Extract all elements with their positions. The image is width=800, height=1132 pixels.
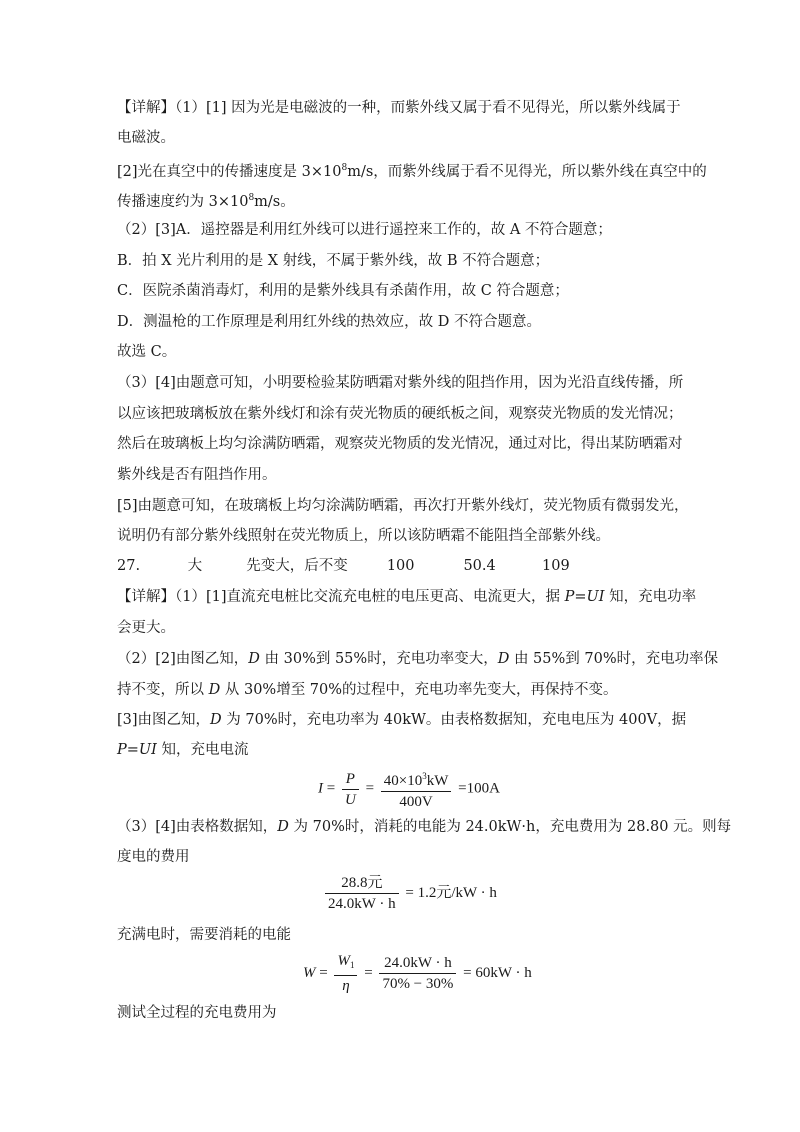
equation-current: I = $\frac{P}{U}$ = $\frac{40\times 10^3kW}{400V}$ =100A <box>318 766 500 812</box>
detail-line-25: 充满电时，需要消耗的电能 <box>117 927 291 943</box>
equation-unit-price: $\frac{\text{28.8元}}{24.0kW \cdot h}$ = 1.2元/kW · h <box>322 873 497 914</box>
detail-line-26: 测试全过程的充电费用为 <box>117 1005 277 1021</box>
answer-5: 109 <box>542 558 570 574</box>
choice-line: 故选 C。 <box>117 344 177 360</box>
detail-line-18: 会更大。 <box>117 620 175 636</box>
detail-line-17: 【详解】（1）[1]直流充电桩比交流充电桩的电压更高、电流更大，据 P=UI 知，充电功率 <box>117 589 697 605</box>
equation-energy: W = $\frac{W_1}{\eta}$ = $\frac{24.0kW \cdot h}{70\% - 30\%}$ = 60kW · h <box>303 953 532 994</box>
detail-line-15: 说明仍有部分紫外线照射在荧光物质上，所以该防晒霜不能阻挡全部紫外线。 <box>117 528 610 544</box>
question-number: 27. <box>117 558 141 574</box>
detail-line-14: [5]由题意可知，在玻璃板上均匀涂满防晒霜，再次打开紫外线灯，荧光物质有微弱发光， <box>117 498 689 514</box>
detail-line-19: （2）[2]由图乙知，D 由 30%到 55%时，充电功率变大，D 由 55%到 70%时，充电功率保 <box>117 651 719 667</box>
detail-line-23: （3）[4]由表格数据知，D 为 70%时，消耗的电能为 24.0kW·h，充电费用为 28.80 元。则每 <box>117 819 732 835</box>
detail-line-5: （2）[3]A．遥控器是利用红外线可以进行遥控来工作的，故 A 不符合题意； <box>117 222 612 238</box>
answer-3: 100 <box>386 558 415 574</box>
option-b-line: B．拍 X 光片利用的是 X 射线，不属于紫外线，故 B 不符合题意； <box>117 253 550 269</box>
answer-4: 50.4 <box>463 558 496 574</box>
detail-line-10: （3）[4]由题意可知，小明要检验某防晒霜对紫外线的阻挡作用，因为光沿直线传播，所 <box>117 375 684 391</box>
detail-line-2: 电磁波。 <box>117 130 175 146</box>
answer-2: 先变大，后不变 <box>246 558 348 574</box>
option-c-line: C．医院杀菌消毒灯，利用的是紫外线具有杀菌作用，故 C 符合题意； <box>117 283 569 299</box>
detail-line-21: [3]由图乙知，D 为 70%时，充电功率为 40kW。由表格数据知，充电电压为 400V，据 <box>117 712 687 728</box>
detail-line-20: 持不变，所以 D 从 30%增至 70%的过程中，充电功率先变大，再保持不变。 <box>117 682 618 698</box>
detail-line-22: P=UI 知，充电电流 <box>117 742 249 758</box>
detail-line-1: 【详解】（1）[1] 因为光是电磁波的一种，而紫外线又属于看不见得光，所以紫外线属于 <box>117 100 681 116</box>
detail-line-13: 紫外线是否有阻挡作用。 <box>117 467 277 483</box>
detail-line-12: 然后在玻璃板上均匀涂满防晒霜，观察荧光物质的发光情况，通过对比，得出某防晒霜对 <box>117 436 683 452</box>
detail-line-4: 传播速度约为 $3\times 10^8m/s$。 <box>117 193 295 210</box>
answer-1: 大 <box>187 558 203 574</box>
detail-line-24: 度电的费用 <box>117 849 190 865</box>
answer-row-27 <box>117 556 570 576</box>
detail-line-3: [2]光在真空中的传播速度是 $3\times 10^8m/s$，而紫外线属于看不见得光，所以紫外线在真空中的 <box>117 163 707 180</box>
option-d-line: D．测温枪的工作原理是利用红外线的热效应，故 D 不符合题意。 <box>117 314 541 330</box>
detail-line-11: 以应该把玻璃板放在紫外线灯和涂有荧光物质的硬纸板之间，观察荧光物质的发光情况； <box>117 406 683 422</box>
